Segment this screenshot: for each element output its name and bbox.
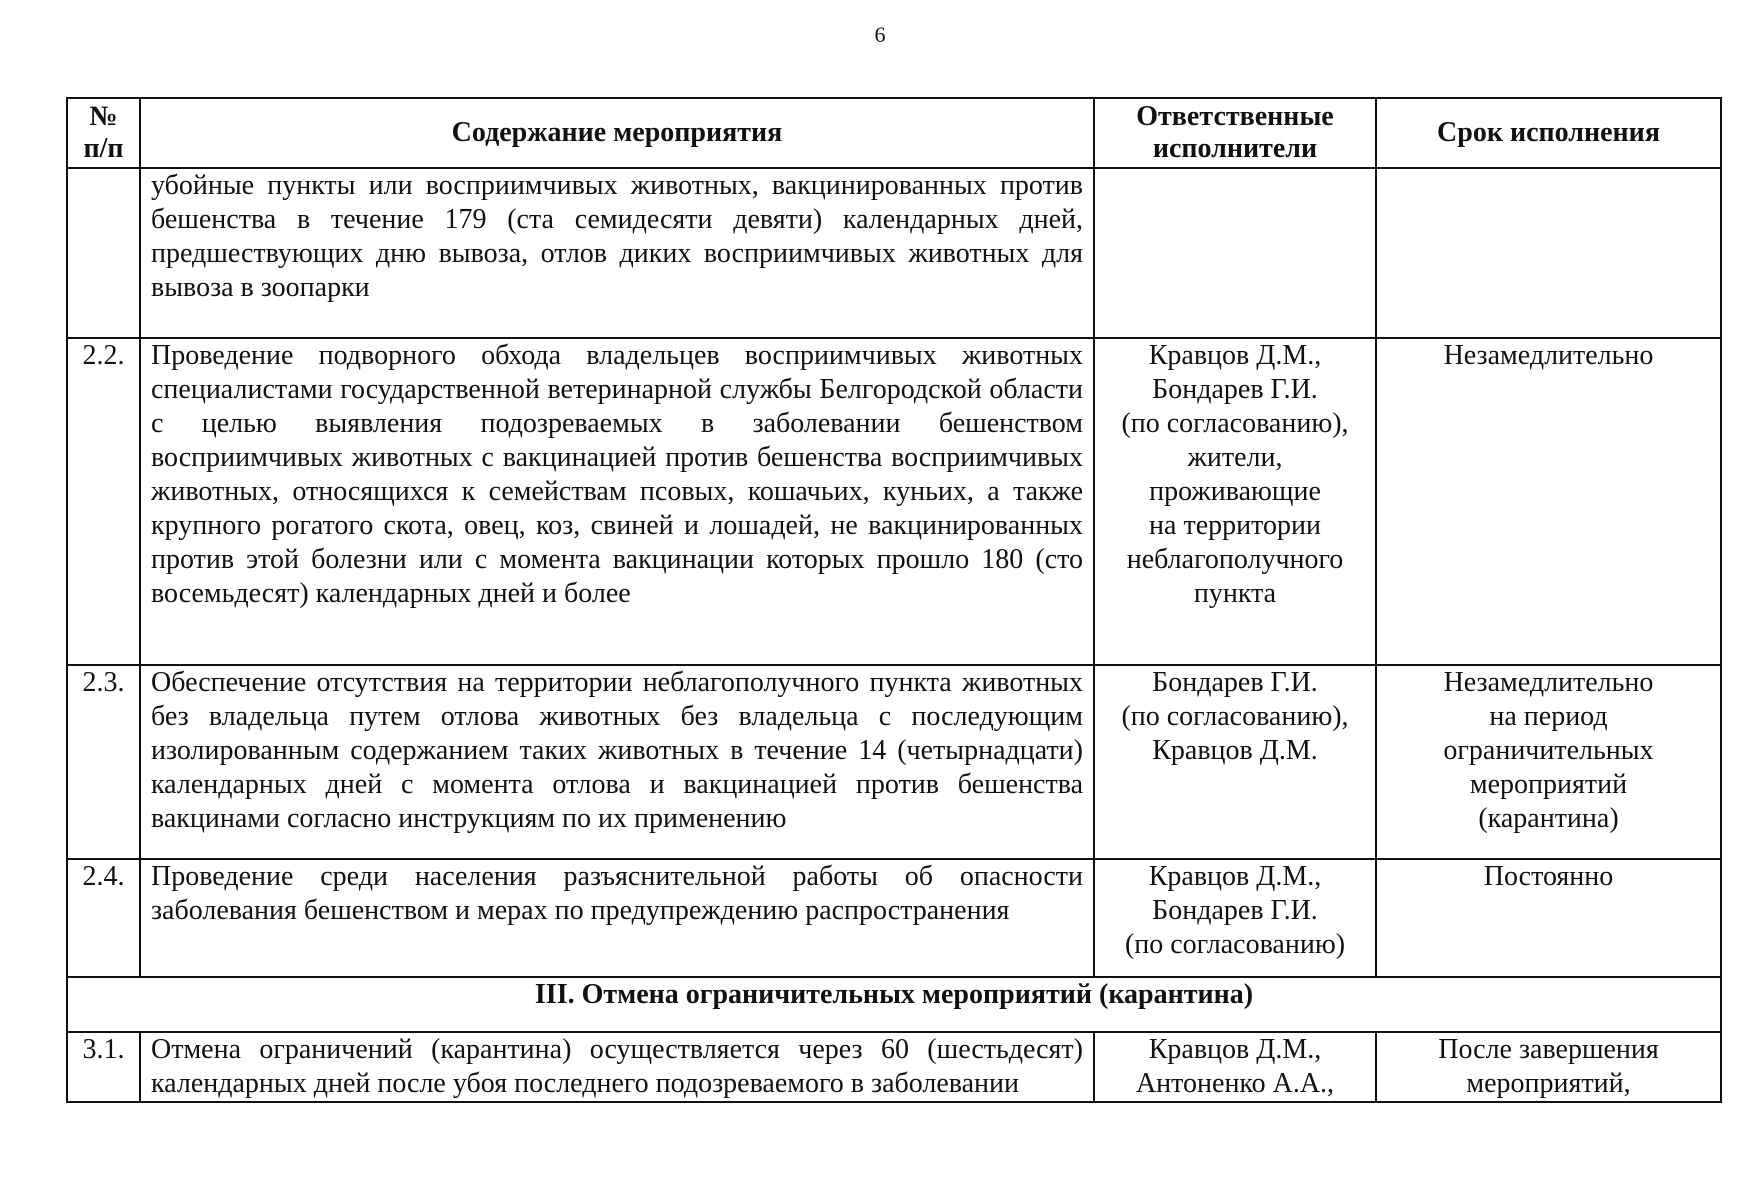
header-num: № п/п: [67, 98, 140, 168]
row-content: убойные пункты или восприимчивых животных, вакцинированных против бешенства в течение 179 (ста семидесяти девяти) календарных дней, предшествующих дню вывоза, отлов диких восприимчивых животных для вывоза в зоопарки: [140, 168, 1094, 338]
table-row: [67, 665, 1721, 859]
header-deadline: Срок исполнения: [1376, 98, 1721, 168]
row-responsible: Кравцов Д.М., Бондарев Г.И. (по согласованию): [1094, 859, 1376, 977]
table-header-row: [67, 98, 1721, 168]
page-number: 6: [874, 22, 886, 47]
row-content: Проведение подворного обхода владельцев восприимчивых животных специалистами государственной ветеринарной службы Белгородской области с целью выявления подозреваемых в заболевании бешенством восприимчивых животных с вакцинацией против бешенства восприимчивых животных, относящихся к семействам псовых, кошачьих, куньих, а также крупного рогатого скота, овец, коз, свиней и лошадей, не вакцинированных против этой болезни или с момента вакцинации которых прошло 180 (сто восемьдесят) календарных дней и более: [140, 338, 1094, 665]
row-deadline: [1376, 168, 1721, 338]
row-responsible: [1094, 168, 1376, 338]
table-row: [67, 338, 1721, 665]
header-responsible: Ответственные исполнители: [1094, 98, 1376, 168]
row-num: 3.1.: [67, 1032, 140, 1102]
row-responsible: Кравцов Д.М., Бондарев Г.И. (по согласованию), жители, проживающие на территории неблагополучного пункта: [1094, 338, 1376, 665]
section-title: III. Отмена ограничительных мероприятий (карантина): [67, 977, 1721, 1032]
row-content: Проведение среди населения разъяснительной работы об опасности заболевания бешенством и мерах по предупреждению распространения: [140, 859, 1094, 977]
row-num: [67, 168, 140, 338]
row-deadline: Постоянно: [1376, 859, 1721, 977]
row-num: 2.3.: [67, 665, 140, 859]
measures-table: [66, 97, 1722, 1103]
row-deadline: Незамедлительно: [1376, 338, 1721, 665]
row-deadline: Незамедлительно на период ограничительных мероприятий (карантина): [1376, 665, 1721, 859]
table-row: [67, 859, 1721, 977]
section-row: [67, 977, 1721, 1032]
table-row: [67, 1032, 1721, 1102]
header-content: Содержание мероприятия: [140, 98, 1094, 168]
row-num: 2.4.: [67, 859, 140, 977]
row-responsible: Бондарев Г.И. (по согласованию), Кравцов Д.М.: [1094, 665, 1376, 859]
table-row: [67, 168, 1721, 338]
row-content: Отмена ограничений (карантина) осуществляется через 60 (шестьдесят) календарных дней после убоя последнего подозреваемого в заболевании: [140, 1032, 1094, 1102]
row-num: 2.2.: [67, 338, 140, 665]
row-responsible: Кравцов Д.М., Антоненко А.А.,: [1094, 1032, 1376, 1102]
row-content: Обеспечение отсутствия на территории неблагополучного пункта животных без владельца путем отлова животных без владельца с последующим изолированным содержанием таких животных в течение 14 (четырнадцати) календарных дней с момента отлова и вакцинацией против бешенства вакцинами согласно инструкциям по их применению: [140, 665, 1094, 859]
row-deadline: После завершения мероприятий,: [1376, 1032, 1721, 1102]
